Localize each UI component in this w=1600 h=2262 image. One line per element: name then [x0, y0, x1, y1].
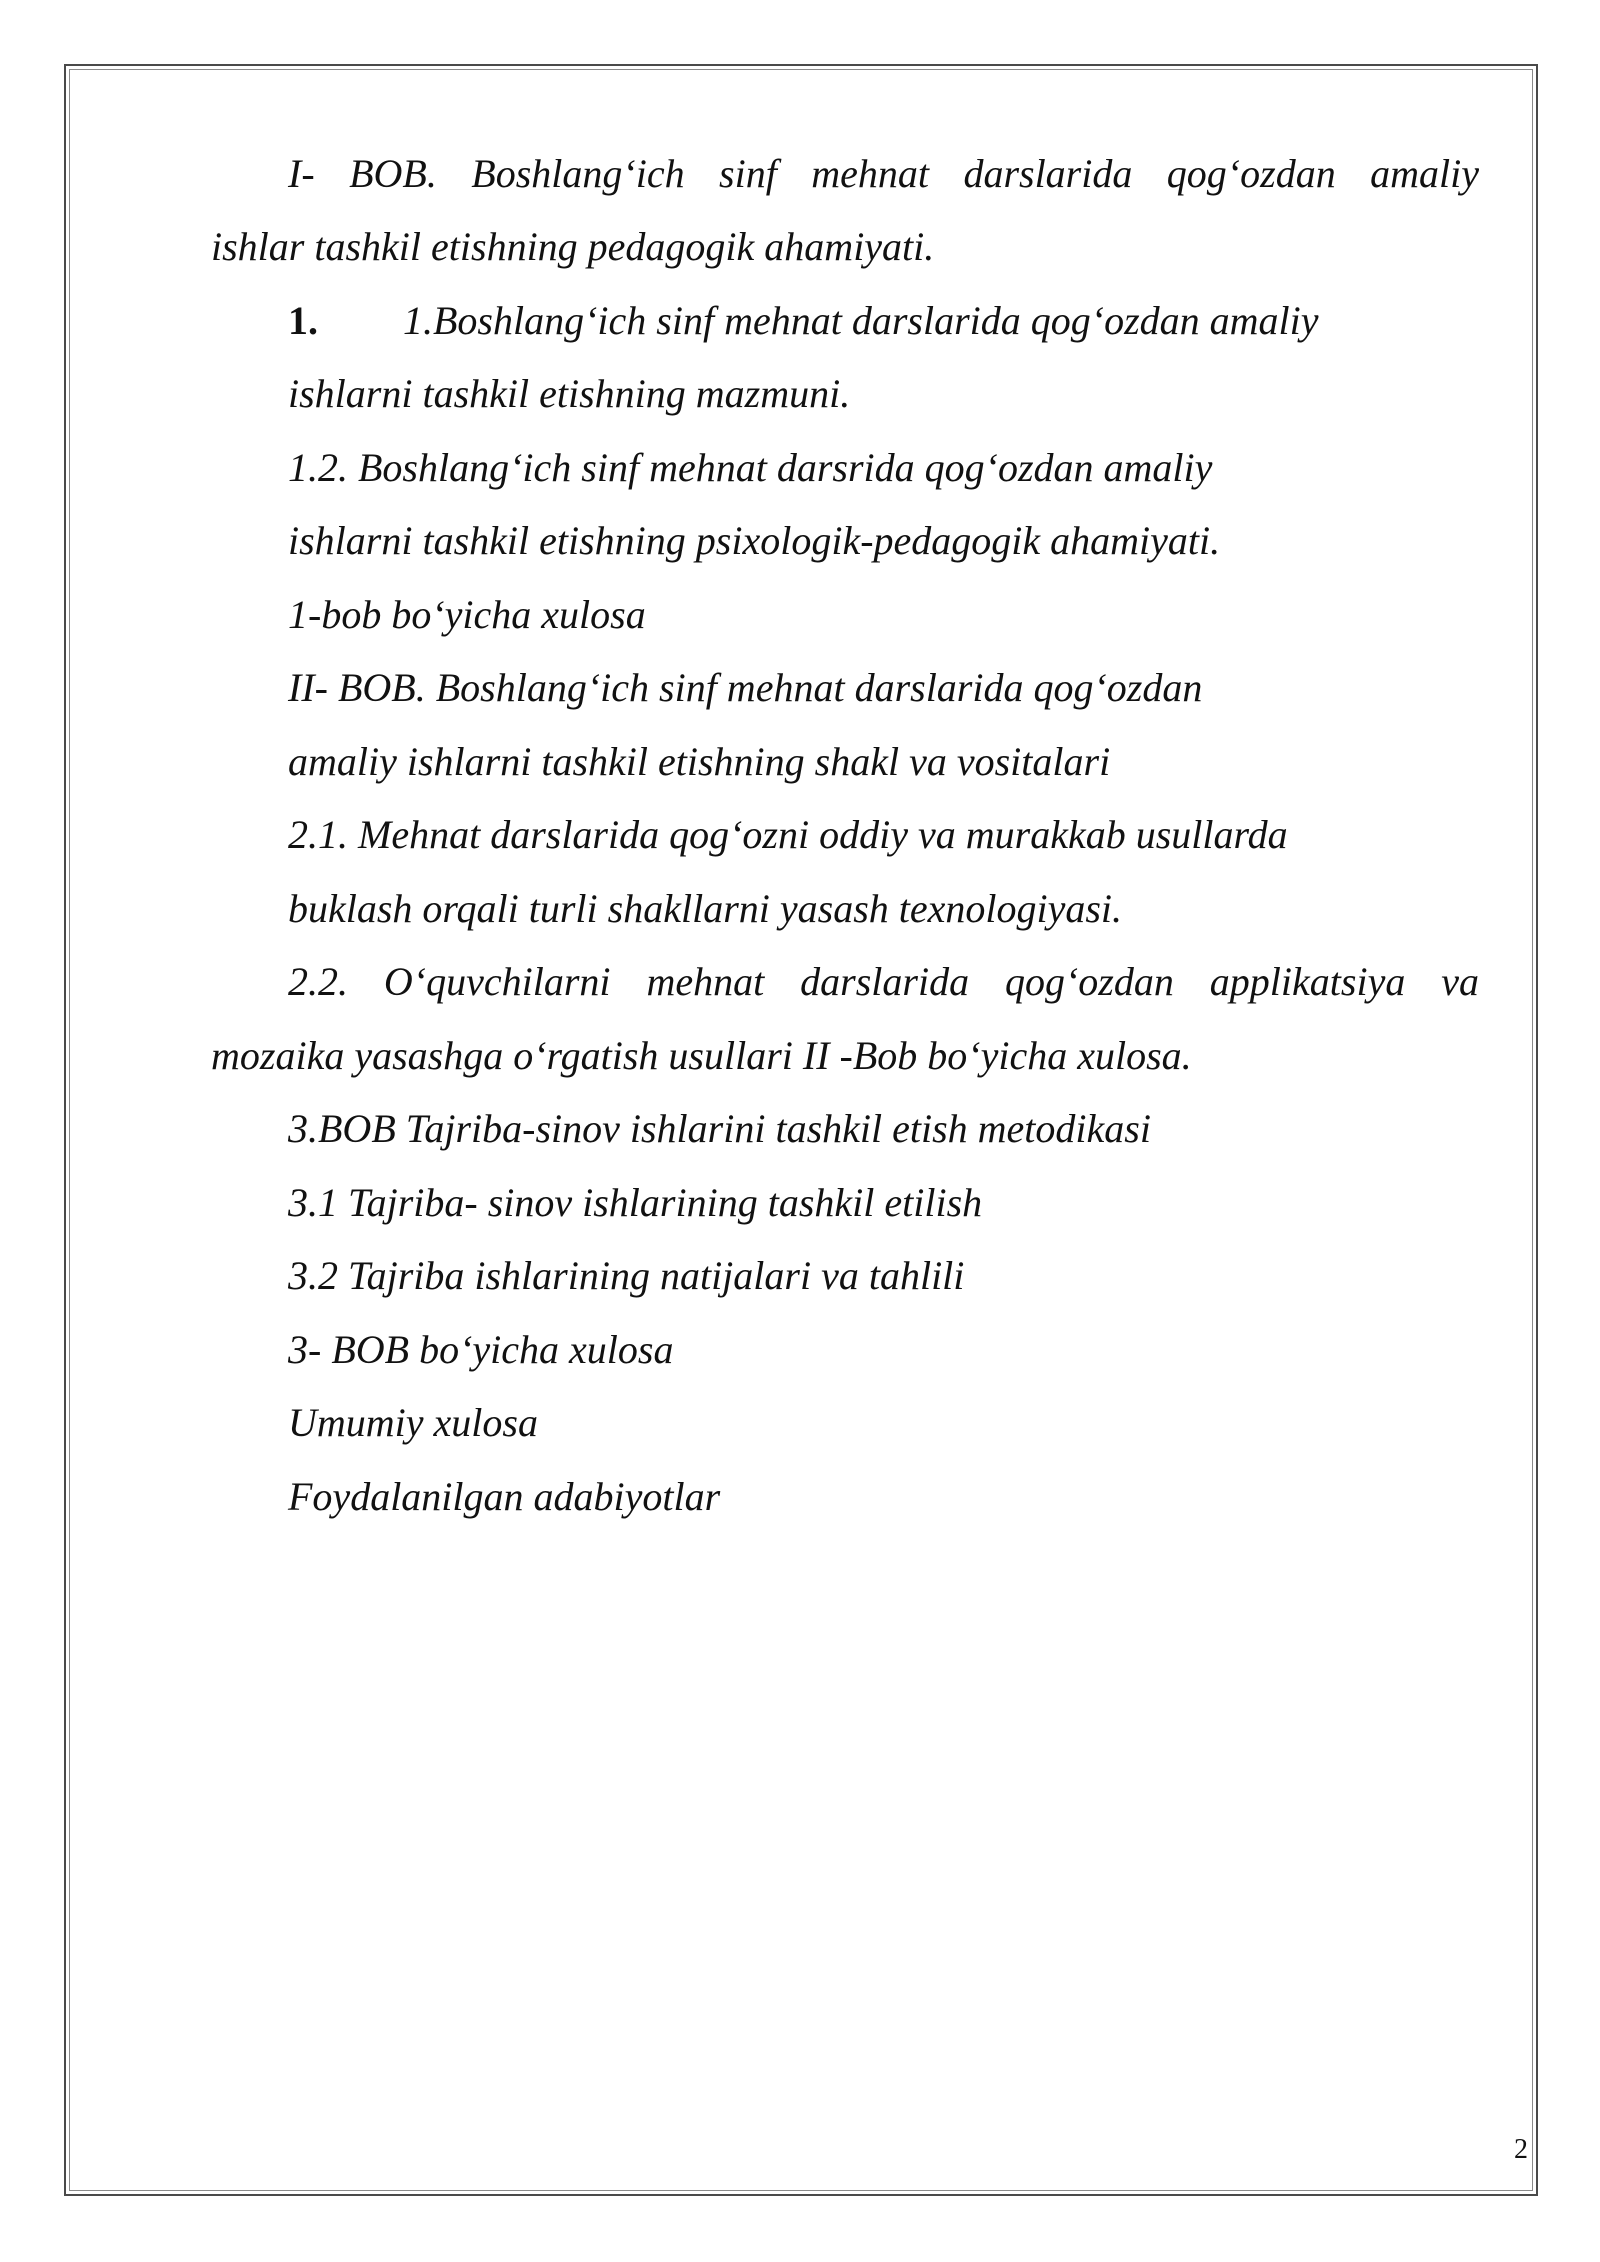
toc-section-2-2-line-1: 2.2. O‘quvchilarni mehnat darslarida qog‘ozdan applikatsiya va	[288, 959, 1479, 1004]
toc-section-1-1-number: 1.	[288, 298, 318, 343]
toc-section-2-1-line-1: 2.1. Mehnat darslarida qog‘ozni oddiy va murakkab usullarda	[288, 812, 1288, 857]
toc-chapter-1-line-1: I- BOB. Boshlang‘ich sinf mehnat darslarida qog‘ozdan amaliy	[288, 151, 1479, 196]
toc-section-3-2: 3.2 Tajriba ishlarining natijalari va tahlili	[288, 1253, 965, 1298]
toc-section-1-1-line-2: ishlarni tashkil etishning mazmuni.	[288, 371, 851, 416]
toc-section-2-2-line-2: mozaika yasashga o‘rgatish usullari II -Bob bo‘yicha xulosa.	[211, 1033, 1192, 1078]
toc-section-3-1: 3.1 Tajriba- sinov ishlarining tashkil etilish	[288, 1180, 983, 1225]
toc-section-1-2-line-1: 1.2. Boshlang‘ich sinf mehnat darsrida qog‘ozdan amaliy	[288, 445, 1213, 490]
toc-section-1-2-line-2: ishlarni tashkil etishning psixologik-pedagogik ahamiyati.	[288, 518, 1221, 563]
toc-section-1-1-line-1	[288, 297, 1319, 345]
toc-chapter-3-conclusion: 3- BOB bo‘yicha xulosa	[288, 1327, 674, 1372]
toc-chapter-3-title: 3.BOB Tajriba-sinov ishlarini tashkil etish metodikasi	[288, 1106, 1151, 1151]
toc-chapter-1-line-2: ishlar tashkil etishning pedagogik ahamiyati.	[211, 224, 935, 269]
page-number: 2	[1514, 2134, 1528, 2165]
toc-chapter-2-line-2: amaliy ishlarni tashkil etishning shakl va vositalari	[288, 739, 1111, 784]
toc-references: Foydalanilgan adabiyotlar	[288, 1474, 721, 1519]
toc-section-1-1-text: 1.Boshlang‘ich sinf mehnat darslarida qog‘ozdan amaliy	[403, 298, 1319, 343]
toc-chapter-2-line-1: II- BOB. Boshlang‘ich sinf mehnat darslarida qog‘ozdan	[288, 665, 1203, 710]
toc-section-2-1-line-2: buklash orqali turli shakllarni yasash texnologiyasi.	[288, 886, 1123, 931]
toc-general-conclusion: Umumiy xulosa	[288, 1400, 538, 1445]
toc-chapter-1-conclusion: 1-bob bo‘yicha xulosa	[288, 592, 646, 637]
